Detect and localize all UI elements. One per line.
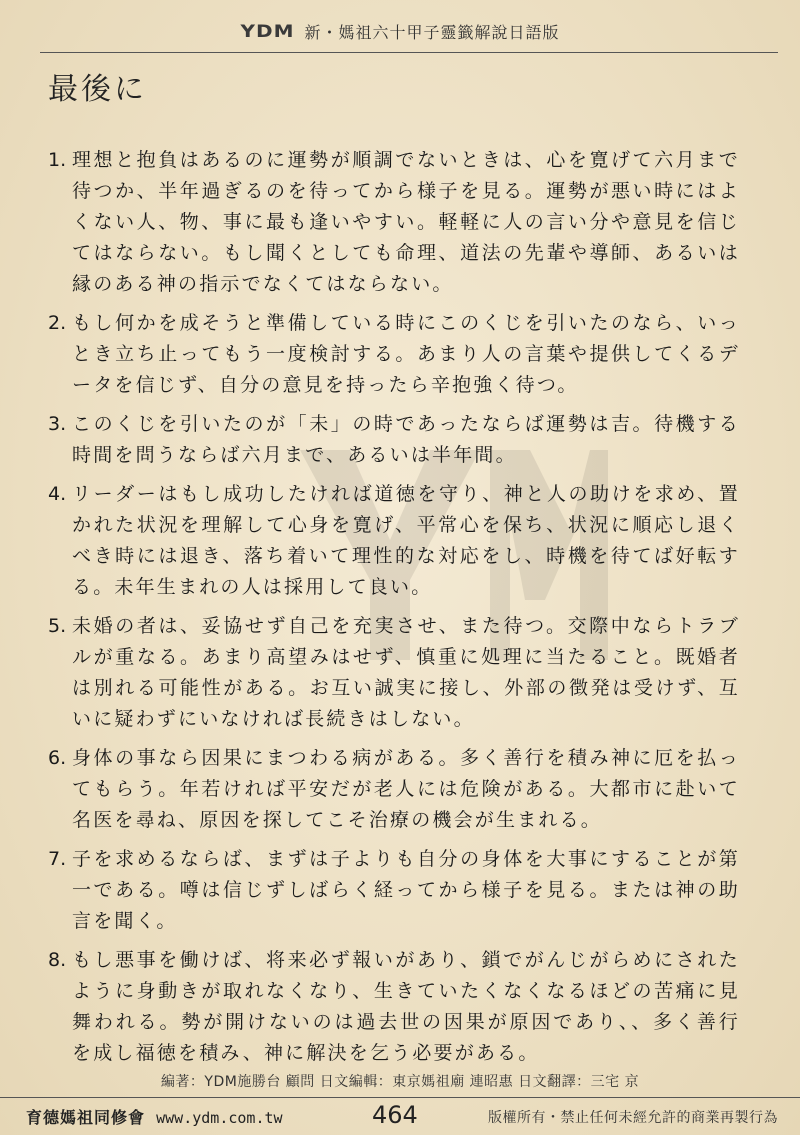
item-text: 身体の事なら因果にまつわる病がある。多く善行を積み神に厄を払ってもらう。年若ければ平安だが老人には危険がある。大都市に赴いて名医を尋ね、原因を探してこそ治療の機会が生まれる。 bbox=[72, 747, 740, 831]
list-item bbox=[48, 145, 740, 300]
footer-divider bbox=[0, 1097, 800, 1098]
copyright-notice: 版權所有・禁止任何未經允許的商業再製行為 bbox=[488, 1110, 778, 1126]
header-divider bbox=[40, 52, 778, 53]
item-text: 子を求めるならば、まずは子よりも自分の身体を大事にすることが第一である。噂は信じずしばらく経ってから様子を見る。または神の助言を聞く。 bbox=[72, 848, 740, 932]
website-link[interactable]: www.ydm.com.tw bbox=[156, 1109, 283, 1127]
item-number: 3. bbox=[48, 413, 67, 435]
item-number: 4. bbox=[48, 483, 67, 505]
item-text: 理想と抱負はあるのに運勢が順調でないときは、心を寛げて六月まで待つか、半年過ぎるのを待ってから様子を見る。運勢が悪い時にはよくない人、物、事に最も逢いやすい。軽軽に人の言い分や意見を信じてはならない。もし聞くとしても命理、道法の先輩や導師、あるいは縁のある神の指示でなくてはならない。 bbox=[72, 149, 740, 295]
item-number: 7. bbox=[48, 848, 67, 870]
item-number: 8. bbox=[48, 949, 67, 971]
footer-organization bbox=[26, 1105, 283, 1128]
list-item bbox=[48, 743, 740, 836]
page-footer bbox=[0, 1101, 800, 1131]
list-item bbox=[48, 844, 740, 937]
list-item bbox=[48, 308, 740, 401]
ydm-logo: YDM bbox=[240, 20, 295, 42]
item-text: もし何かを成そうと準備している時にこのくじを引いたのなら、いっとき立ち止ってもう一度検討する。あまり人の言葉や提供してくるデータを信じず、自分の意見を持ったら辛抱強く待つ。 bbox=[72, 312, 740, 396]
item-number: 6. bbox=[48, 747, 67, 769]
advice-list bbox=[48, 145, 740, 1077]
page-title: 最後に bbox=[48, 72, 147, 107]
book-title: 新・媽祖六十甲子靈籤解說日語版 bbox=[304, 22, 560, 42]
item-number: 5. bbox=[48, 615, 67, 637]
list-item bbox=[48, 479, 740, 603]
list-item bbox=[48, 945, 740, 1069]
item-text: このくじを引いたのが「未」の時であったならば運勢は吉。待機する時間を問うならば六月まで、あるいは半年間。 bbox=[72, 413, 740, 466]
item-number: 1. bbox=[48, 149, 67, 171]
item-text: もし悪事を働けば、将来必ず報いがあり、鎖でがんじがらめにされたように身動きが取れなくなり、生きていたくなくなるほどの苦痛に見舞われる。勢が開けないのは過去世の因果が原因であり、、多く善行を成し福徳を積み、神に解決を乞う必要がある。 bbox=[72, 949, 740, 1064]
item-text: リーダーはもし成功したければ道徳を守り、神と人の助けを求め、置かれた状況を理解して心身を寛げ、平常心を保ち、状況に順応し退くべき時には退き、落ち着いて理性的な対応をし、時機を待てば好転する。未年生まれの人は採用して良い。 bbox=[72, 483, 740, 598]
list-item bbox=[48, 611, 740, 735]
list-item bbox=[48, 409, 740, 471]
item-number: 2. bbox=[48, 312, 67, 334]
page-header bbox=[0, 14, 800, 48]
organization-name: 育德媽祖同修會 bbox=[26, 1108, 146, 1127]
page-number: 464 bbox=[372, 1101, 418, 1129]
credits-line: 編著：YDM施勝台 顧問 日文編輯：東京媽祖廟 連昭惠 日文翻譯：三宅 京 bbox=[160, 1074, 640, 1090]
item-text: 未婚の者は、妥協せず自己を充実させ、また待つ。交際中ならトラブルが重なる。あまり高望みはせず、慎重に処理に当たること。既婚者は別れる可能性がある。お互い誠実に接し、外部の徴発は受けず、互いに疑わずにいなければ長続きはしない。 bbox=[72, 615, 740, 730]
